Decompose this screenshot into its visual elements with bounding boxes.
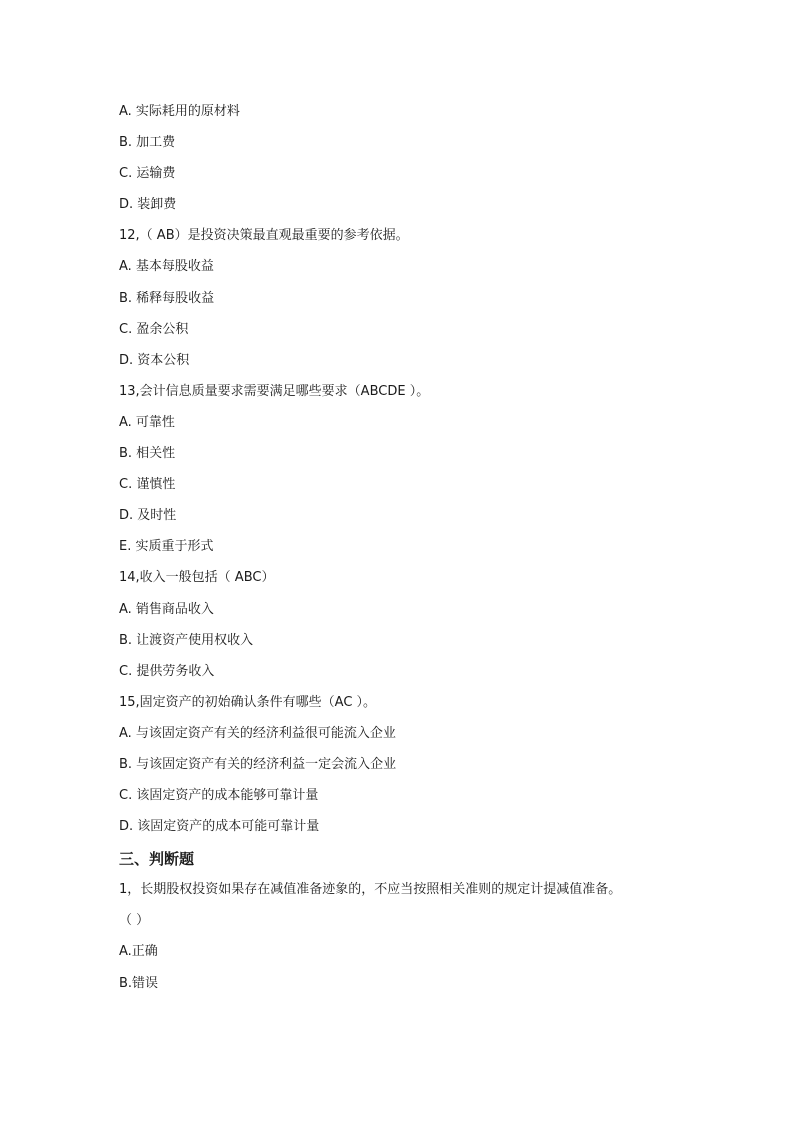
option-line: C. 运输费 xyxy=(119,166,176,182)
option-line: A. 与该固定资产有关的经济利益很可能流入企业 xyxy=(119,725,396,741)
option-line: D. 该固定资产的成本可能可靠计量 xyxy=(119,819,320,835)
option-line: B. 与该固定资产有关的经济利益一定会流入企业 xyxy=(119,756,397,772)
option-line: C. 该固定资产的成本能够可靠计量 xyxy=(119,788,319,804)
section-heading: 三、判断题 xyxy=(119,850,195,869)
option-line: C. 提供劳务收入 xyxy=(119,663,215,679)
question-14: 14,收入一般包括（ ABC） xyxy=(119,570,275,586)
option-line: C. 谨慎性 xyxy=(119,477,176,493)
answer-blank: （ ） xyxy=(119,913,150,929)
question-13: 13,会计信息质量要求需要满足哪些要求（ABCDE ）。 xyxy=(119,383,430,399)
option-line: B. 稀释每股收益 xyxy=(119,290,215,306)
option-line: B. 让渡资产使用权收入 xyxy=(119,632,254,648)
option-line: A. 销售商品收入 xyxy=(119,601,214,617)
option-line: C. 盈余公积 xyxy=(119,321,189,337)
question-15: 15,固定资产的初始确认条件有哪些（AC ）。 xyxy=(119,694,377,710)
option-line: D. 装卸费 xyxy=(119,197,177,213)
option-line: B. 加工费 xyxy=(119,135,176,151)
document-body xyxy=(119,101,719,1004)
option-line: B.错误 xyxy=(119,975,159,991)
option-line: E. 实质重于形式 xyxy=(119,539,214,555)
option-line: A. 实际耗用的原材料 xyxy=(119,104,240,119)
option-line: D. 及时性 xyxy=(119,508,177,524)
option-line: A.正确 xyxy=(119,944,158,960)
option-line: A. 基本每股收益 xyxy=(119,259,214,275)
option-line: B. 相关性 xyxy=(119,446,176,462)
option-line: D. 资本公积 xyxy=(119,352,190,368)
question-12: 12,（ AB）是投资决策最直观最重要的参考依据。 xyxy=(119,228,409,244)
option-line: A. 可靠性 xyxy=(119,414,175,430)
judgment-question-1: 1，长期股权投资如果存在减值准备迹象的，不应当按照相关准则的规定计提减值准备。 xyxy=(119,882,622,898)
